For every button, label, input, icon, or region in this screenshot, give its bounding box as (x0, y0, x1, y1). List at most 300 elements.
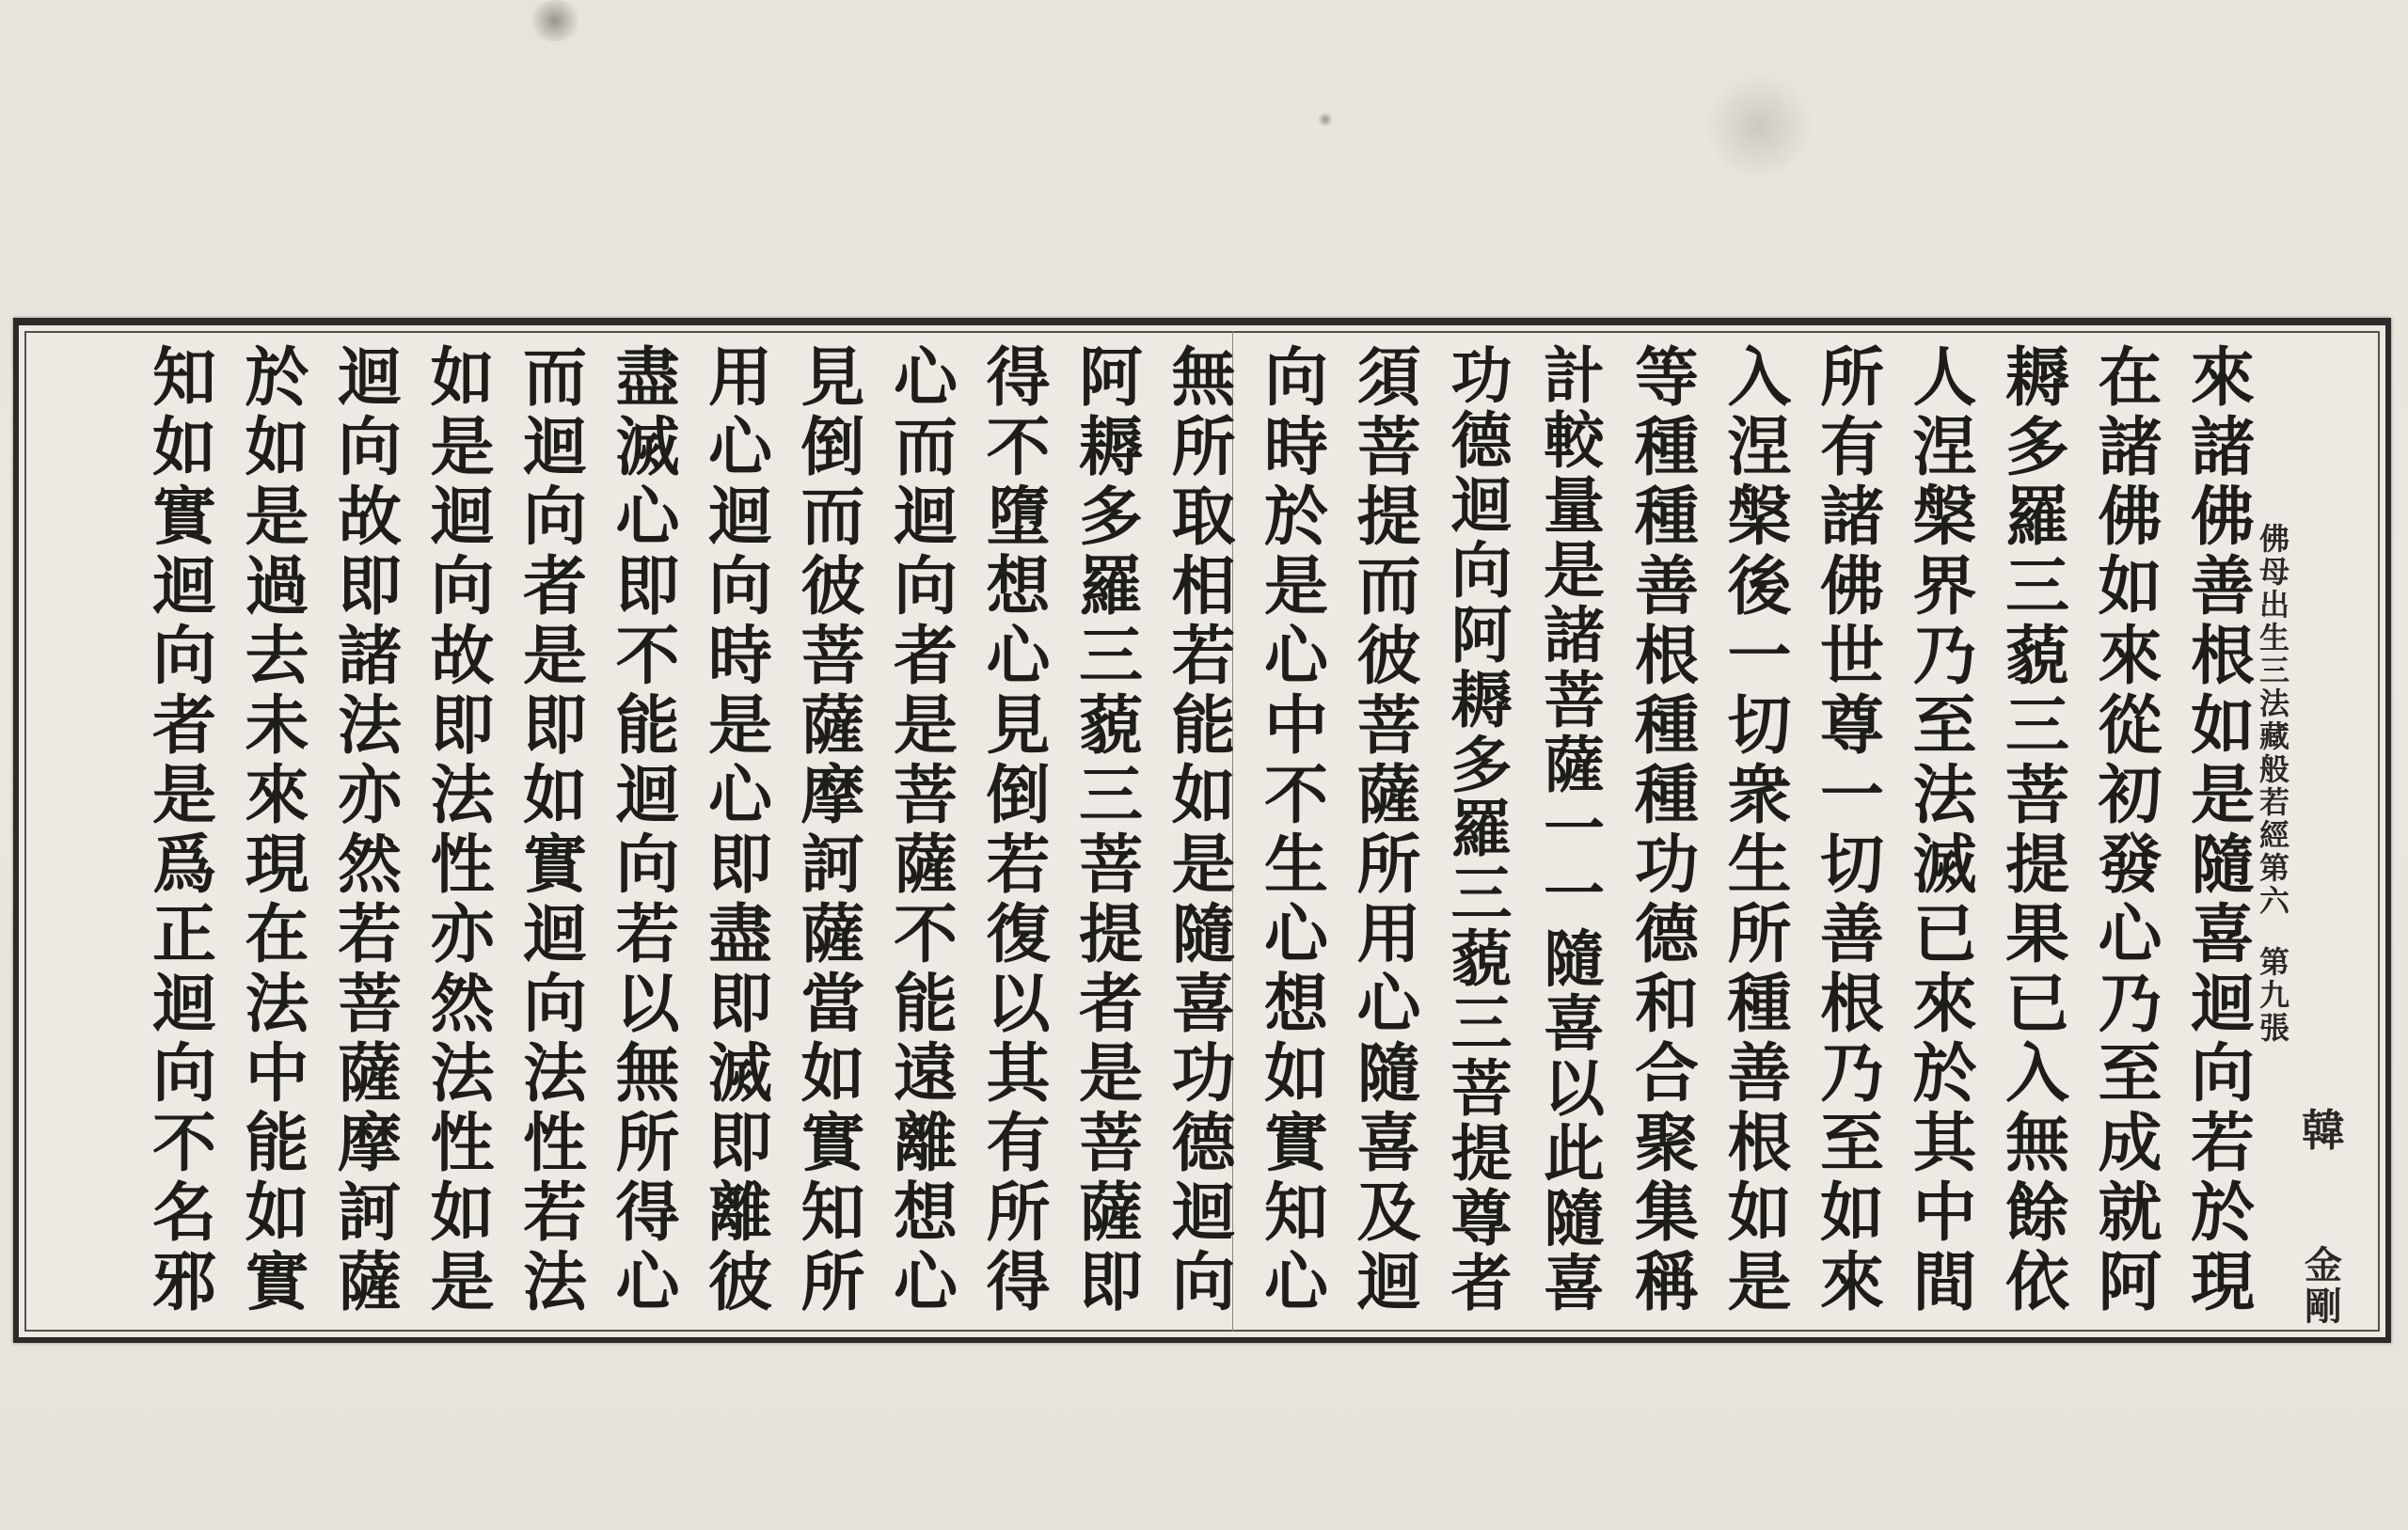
text-column (1530, 340, 1619, 1319)
column-character: 知 (151, 340, 216, 416)
column-character: 根 (1819, 967, 1884, 1042)
column-character: 名 (151, 1175, 216, 1251)
column-character: 法 (245, 967, 309, 1042)
column-character: 心 (893, 340, 958, 416)
column-character: 切 (1819, 828, 1884, 903)
column-character: 隨 (1543, 923, 1605, 996)
column-character: 時 (1263, 410, 1328, 485)
column-character: 依 (2004, 1245, 2069, 1320)
column-character: 見 (986, 688, 1051, 764)
column-character: 耨 (1078, 410, 1143, 485)
text-column (511, 340, 599, 1320)
column-character: 盡 (707, 897, 772, 972)
column-character: 如 (151, 410, 216, 485)
text-column (1345, 340, 1434, 1320)
column-character: 提 (1078, 897, 1143, 972)
column-character: 不 (151, 1106, 216, 1181)
text-column (1716, 340, 1804, 1320)
text-column (1993, 340, 2082, 1320)
column-character: 是 (707, 688, 772, 764)
column-character: 藐 (2004, 619, 2069, 694)
column-character: 成 (2098, 1106, 2162, 1181)
column-character: 能 (245, 1106, 309, 1181)
column-character: 如 (245, 1175, 309, 1251)
margin-name-char: 剛 (2305, 1285, 2342, 1329)
margin-title-char: 母 (2258, 554, 2289, 590)
column-character: 來 (1912, 967, 1977, 1042)
column-character: 摩 (337, 1106, 402, 1181)
text-column (881, 340, 970, 1320)
column-character: 滅 (707, 1036, 772, 1112)
margin-title-char: 若 (2258, 784, 2289, 820)
column-character: 故 (337, 480, 402, 555)
text-column (419, 340, 507, 1320)
column-character: 時 (707, 619, 772, 694)
text-column (1901, 340, 1989, 1320)
column-character: 向 (2190, 1036, 2255, 1112)
column-character: 善 (1727, 1036, 1792, 1112)
column-character: 迴 (151, 549, 216, 624)
column-character: 阿 (1078, 340, 1143, 416)
column-character: 等 (1634, 340, 1699, 416)
column-character: 其 (1912, 1106, 1977, 1181)
column-character: 滅 (615, 410, 680, 485)
column-character: 倒 (986, 758, 1051, 833)
margin-name-char: 金 (2305, 1243, 2342, 1287)
column-character: 不 (1263, 758, 1328, 833)
column-character: 槃 (1727, 480, 1792, 555)
column-character: 能 (1171, 688, 1236, 764)
column-character: 三 (1078, 619, 1143, 694)
column-character: 入 (1727, 340, 1792, 416)
column-character: 得 (986, 340, 1051, 416)
margin-title-char: 第 (2258, 944, 2289, 980)
column-character: 過 (245, 549, 309, 624)
column-character: 向 (430, 549, 495, 624)
column-character: 善 (2190, 549, 2255, 624)
column-character: 無 (1171, 340, 1236, 416)
column-character: 心 (986, 619, 1051, 694)
column-character: 善 (1634, 549, 1699, 624)
column-character: 向 (151, 1036, 216, 1112)
column-character: 不 (986, 410, 1051, 485)
column-character: 阿 (2098, 1245, 2162, 1320)
column-character: 在 (245, 897, 309, 972)
text-column (1623, 340, 1711, 1320)
column-character: 性 (430, 828, 495, 903)
column-character: 者 (522, 549, 587, 624)
column-character: 間 (1912, 1245, 1977, 1320)
column-character: 是 (245, 480, 309, 555)
column-character: 者 (151, 688, 216, 764)
column-character: 想 (1263, 967, 1328, 1042)
column-character: 喜 (1543, 988, 1605, 1061)
column-character: 功 (1450, 340, 1513, 412)
column-character: 迴 (337, 340, 402, 416)
column-character: 中 (1912, 1175, 1977, 1251)
column-character: 迴 (615, 758, 680, 833)
column-character: 者 (1078, 967, 1143, 1042)
column-character: 彼 (800, 549, 865, 624)
column-character: 提 (2004, 828, 2069, 903)
column-character: 薩 (1356, 758, 1421, 833)
column-character: 向 (1263, 340, 1328, 416)
column-character: 迴 (1356, 1245, 1421, 1320)
column-character: 見 (800, 340, 865, 416)
column-character: 迴 (151, 967, 216, 1042)
column-character: 法 (1912, 758, 1977, 833)
column-character: 三 (1078, 758, 1143, 833)
column-character: 遠 (893, 1036, 958, 1112)
column-character: 亦 (430, 897, 495, 972)
column-character: 隨 (2190, 828, 2255, 903)
woodblock-print-area (13, 318, 2391, 1343)
column-character: 果 (2004, 897, 2069, 972)
column-character: 於 (1263, 480, 1328, 555)
column-character: 亦 (337, 758, 402, 833)
column-character: 邪 (151, 1245, 216, 1320)
column-character: 乃 (1912, 619, 1977, 694)
column-character: 藐 (1078, 688, 1143, 764)
column-character: 菩 (1543, 664, 1605, 736)
text-column (233, 340, 322, 1320)
column-character: 菩 (893, 758, 958, 833)
column-character: 生 (1263, 828, 1328, 903)
column-character: 以 (615, 967, 680, 1042)
column-character: 而 (893, 410, 958, 485)
column-character: 實 (151, 480, 216, 555)
column-character: 實 (1263, 1106, 1328, 1181)
column-character: 根 (2190, 619, 2255, 694)
column-character: 性 (522, 1106, 587, 1181)
column-character: 心 (2098, 897, 2162, 972)
column-character: 如 (430, 1175, 495, 1251)
column-character: 至 (1912, 688, 1977, 764)
column-character: 想 (986, 549, 1051, 624)
column-character: 如 (430, 340, 495, 416)
column-character: 迴 (707, 480, 772, 555)
column-character: 量 (1543, 469, 1605, 542)
column-character: 是 (151, 758, 216, 833)
column-character: 爲 (151, 828, 216, 903)
column-character: 如 (2190, 688, 2255, 764)
column-character: 隨 (1171, 897, 1236, 972)
column-character: 即 (522, 688, 587, 764)
column-character: 世 (1819, 619, 1884, 694)
column-character: 用 (707, 340, 772, 416)
column-character: 即 (707, 828, 772, 903)
column-character: 來 (245, 758, 309, 833)
column-character: 如 (800, 1036, 865, 1112)
column-character: 及 (1356, 1175, 1421, 1251)
column-character: 所 (800, 1245, 865, 1320)
column-character: 諸 (337, 619, 402, 694)
column-character: 種 (1634, 480, 1699, 555)
column-character: 實 (522, 828, 587, 903)
column-character: 已 (1912, 897, 1977, 972)
column-character: 所 (1727, 897, 1792, 972)
column-character: 知 (1263, 1175, 1328, 1251)
column-character: 羅 (1078, 549, 1143, 624)
column-character: 故 (430, 619, 495, 694)
column-character: 是 (1171, 828, 1236, 903)
text-column (1808, 340, 1896, 1320)
column-character: 若 (986, 828, 1051, 903)
column-character: 無 (2004, 1106, 2069, 1181)
column-character: 離 (893, 1106, 958, 1181)
column-character: 德 (1450, 404, 1513, 477)
column-character: 相 (1171, 549, 1236, 624)
column-character: 迴 (2190, 967, 2255, 1042)
column-character: 者 (893, 619, 958, 694)
column-character: 喜 (1356, 1106, 1421, 1181)
column-character: 阿 (1450, 599, 1513, 671)
column-character: 想 (893, 1175, 958, 1251)
column-character: 薩 (893, 828, 958, 903)
column-character: 現 (2190, 1245, 2255, 1320)
column-character: 菩 (1450, 1053, 1513, 1126)
column-character: 若 (337, 897, 402, 972)
column-character: 彼 (707, 1245, 772, 1320)
column-character: 性 (430, 1106, 495, 1181)
column-character: 佛 (2190, 480, 2255, 555)
margin-name-char: 韓 (2302, 1105, 2345, 1156)
column-character: 種 (1634, 758, 1699, 833)
column-character: 藐 (1450, 923, 1513, 996)
column-character: 在 (2098, 340, 2162, 416)
column-character: 三 (2004, 688, 2069, 764)
column-character: 來 (2190, 340, 2255, 416)
column-character: 心 (615, 1245, 680, 1320)
column-character: 向 (1171, 1245, 1236, 1320)
margin-title-char: 般 (2258, 751, 2289, 787)
column-character: 從 (2098, 688, 2162, 764)
column-character: 心 (707, 758, 772, 833)
column-character: 用 (1356, 897, 1421, 972)
ink-stain (1317, 113, 1334, 126)
column-character: 迴 (893, 480, 958, 555)
column-character: 耨 (2004, 340, 2069, 416)
column-character: 是 (430, 1245, 495, 1320)
column-character: 三 (1450, 859, 1513, 931)
column-character: 根 (1727, 1106, 1792, 1181)
column-character: 已 (2004, 967, 2069, 1042)
column-character: 多 (1450, 729, 1513, 801)
column-character: 有 (986, 1106, 1051, 1181)
column-character: 即 (430, 688, 495, 764)
column-character: 就 (2098, 1175, 2162, 1251)
column-character: 而 (800, 480, 865, 555)
column-character: 向 (893, 549, 958, 624)
column-character: 取 (1171, 480, 1236, 555)
column-character: 摩 (800, 758, 865, 833)
column-character: 迴 (1171, 1175, 1236, 1251)
column-character: 菩 (1078, 828, 1143, 903)
column-character: 喜 (1171, 967, 1236, 1042)
text-column (1437, 340, 1526, 1319)
column-character: 菩 (800, 619, 865, 694)
column-character: 復 (986, 897, 1051, 972)
text-column (696, 340, 784, 1320)
column-character: 菩 (1078, 1106, 1143, 1181)
column-character: 稱 (1634, 1245, 1699, 1320)
column-character: 一 (1543, 859, 1605, 931)
column-character: 喜 (1543, 1247, 1605, 1319)
column-character: 多 (1078, 480, 1143, 555)
column-character: 墮 (986, 480, 1051, 555)
column-character: 界 (1912, 549, 1977, 624)
column-character: 來 (2098, 619, 2162, 694)
column-character: 向 (522, 480, 587, 555)
column-character: 聚 (1634, 1106, 1699, 1181)
column-character: 向 (1450, 534, 1513, 607)
text-column (974, 340, 1063, 1320)
column-character: 種 (1634, 410, 1699, 485)
column-character: 隨 (1543, 1182, 1605, 1254)
column-character: 若 (2190, 1106, 2255, 1181)
column-character: 有 (1819, 410, 1884, 485)
column-character: 一 (1543, 794, 1605, 866)
text-column (140, 340, 229, 1320)
column-character: 功 (1171, 1036, 1236, 1112)
column-character: 若 (1171, 619, 1236, 694)
column-character: 佛 (1819, 549, 1884, 624)
column-character: 未 (245, 688, 309, 764)
column-character: 所 (1171, 410, 1236, 485)
column-character: 法 (522, 1036, 587, 1112)
margin-title-char: 三 (2258, 653, 2289, 688)
column-character: 是 (1543, 534, 1605, 607)
column-character: 是 (1263, 549, 1328, 624)
column-character: 隨 (1356, 1036, 1421, 1112)
column-character: 喜 (2190, 897, 2255, 972)
column-character: 生 (1727, 828, 1792, 903)
text-column (325, 340, 414, 1320)
margin-title-char: 張 (2258, 1010, 2289, 1046)
margin-title-char: 九 (2258, 977, 2289, 1013)
column-character: 薩 (800, 688, 865, 764)
column-character: 無 (615, 1036, 680, 1112)
column-character: 較 (1543, 404, 1605, 477)
column-character: 然 (430, 967, 495, 1042)
margin-title-char: 法 (2258, 686, 2289, 721)
column-character: 迴 (430, 480, 495, 555)
column-character: 至 (1819, 1106, 1884, 1181)
column-character: 向 (707, 549, 772, 624)
column-character: 發 (2098, 828, 2162, 903)
margin-title (2254, 523, 2295, 1045)
column-character: 一 (1819, 758, 1884, 833)
column-character: 初 (2098, 758, 2162, 833)
column-character: 三 (1450, 988, 1513, 1061)
column-character: 提 (1356, 480, 1421, 555)
column-character: 知 (800, 1175, 865, 1251)
column-character: 即 (615, 549, 680, 624)
column-character: 正 (151, 897, 216, 972)
column-character: 耨 (1450, 664, 1513, 736)
column-character: 以 (1543, 1053, 1605, 1126)
column-character: 得 (986, 1245, 1051, 1320)
column-character: 薩 (1078, 1175, 1143, 1251)
column-character: 實 (245, 1245, 309, 1320)
column-character: 滅 (1912, 828, 1977, 903)
column-character: 乃 (1819, 1036, 1884, 1112)
text-column (789, 340, 878, 1320)
column-character: 然 (337, 828, 402, 903)
column-character: 德 (1634, 897, 1699, 972)
column-character: 佛 (2098, 480, 2162, 555)
column-character: 若 (522, 1175, 587, 1251)
column-character: 菩 (337, 967, 402, 1042)
column-character: 若 (615, 897, 680, 972)
column-character: 合 (1634, 1036, 1699, 1112)
column-character: 人 (1912, 340, 1977, 416)
column-character: 於 (1912, 1036, 1977, 1112)
text-column (604, 340, 692, 1320)
column-character: 法 (430, 1036, 495, 1112)
column-character: 如 (1171, 758, 1236, 833)
column-character: 迴 (1450, 469, 1513, 542)
column-character: 羅 (1450, 794, 1513, 866)
column-character: 不 (893, 897, 958, 972)
column-character: 訶 (800, 828, 865, 903)
column-character: 而 (1356, 549, 1421, 624)
column-character: 即 (337, 549, 402, 624)
column-character: 所 (1819, 340, 1884, 416)
column-character: 薩 (1543, 729, 1605, 801)
column-character: 向 (337, 410, 402, 485)
column-character: 羅 (2004, 480, 2069, 555)
column-character: 所 (615, 1106, 680, 1181)
column-character: 如 (1263, 1036, 1328, 1112)
column-character: 所 (1356, 828, 1421, 903)
text-column (1160, 340, 1248, 1320)
margin-carver-name (2295, 1106, 2352, 1328)
column-character: 向 (615, 828, 680, 903)
column-character: 尊 (1819, 688, 1884, 764)
column-character: 計 (1543, 340, 1605, 412)
column-character: 如 (1819, 1175, 1884, 1251)
column-character: 菩 (2004, 758, 2069, 833)
column-character: 實 (800, 1106, 865, 1181)
column-character: 盡 (615, 340, 680, 416)
column-character: 多 (2004, 410, 2069, 485)
column-character: 者 (1450, 1247, 1513, 1319)
column-character: 薩 (337, 1245, 402, 1320)
column-character: 尊 (1450, 1182, 1513, 1254)
column-character: 如 (522, 758, 587, 833)
column-character: 是 (2190, 758, 2255, 833)
column-character: 此 (1543, 1118, 1605, 1191)
text-column (1067, 340, 1155, 1320)
margin-title-char: 第 (2258, 850, 2289, 886)
column-character: 功 (1634, 828, 1699, 903)
margin-title-char: 藏 (2258, 718, 2289, 754)
margin-title-char: 經 (2258, 817, 2289, 853)
column-character: 即 (707, 967, 772, 1042)
column-character: 諸 (1543, 599, 1605, 671)
text-column (2086, 340, 2175, 1320)
column-character: 菩 (1356, 688, 1421, 764)
column-character: 心 (707, 410, 772, 485)
column-character: 即 (1078, 1245, 1143, 1320)
column-character: 心 (615, 480, 680, 555)
column-character: 諸 (2190, 410, 2255, 485)
column-character: 迴 (522, 897, 587, 972)
column-character: 德 (1171, 1106, 1236, 1181)
column-character: 薩 (337, 1036, 402, 1112)
column-character: 以 (986, 967, 1051, 1042)
